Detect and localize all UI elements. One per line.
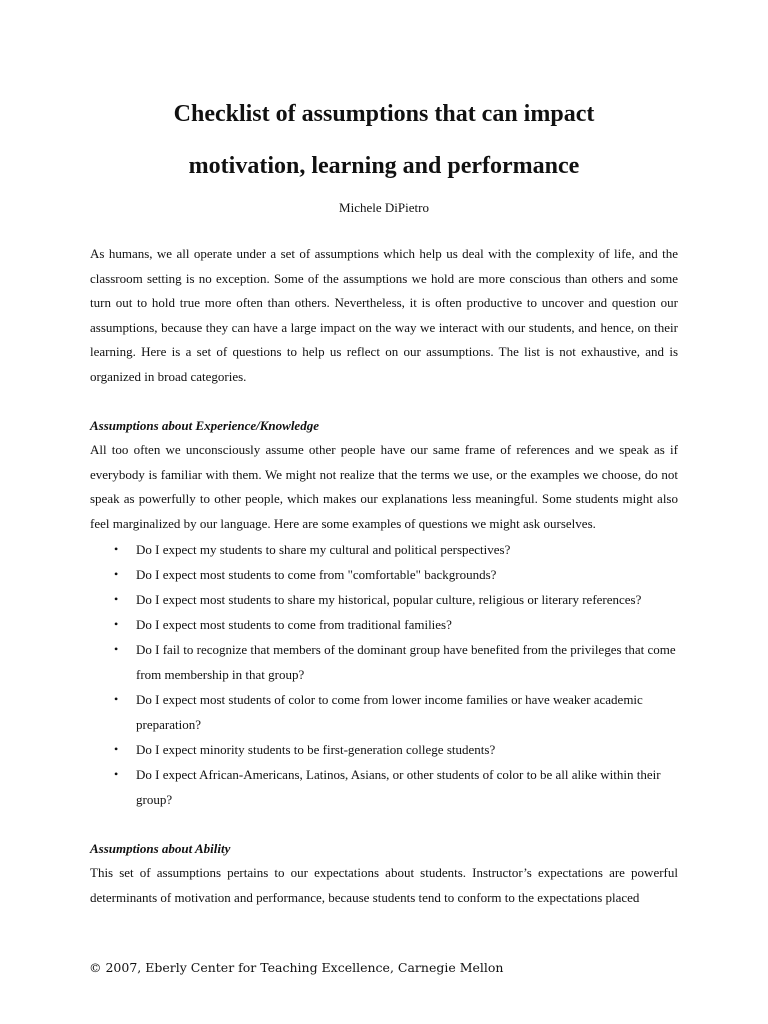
section-heading-experience: Assumptions about Experience/Knowledge: [90, 417, 319, 433]
section-heading-ability: Assumptions about Ability: [90, 840, 231, 856]
document-content: [90, 88, 678, 910]
bullet-icon: •: [114, 591, 119, 606]
title-line-2: motivation, learning and performance: [188, 153, 580, 179]
list-item-text: Do I expect most students to share my historical, popular culture, religious or literary references?: [136, 591, 642, 607]
bullet-icon: •: [114, 541, 119, 556]
list-item: [90, 762, 678, 812]
bullet-icon: •: [114, 766, 119, 781]
bullet-icon: •: [114, 616, 119, 631]
list-item-text: Do I expect most students of color to come from lower income families or have weaker academic preparation?: [136, 691, 643, 732]
list-item: [90, 562, 678, 587]
list-item: [90, 737, 678, 762]
assumption-question-list: [90, 537, 678, 812]
section-body-ability: This set of assumptions pertains to our expectations about students. Instructor’s expectations are powerful determinants of motivation and performance, because students tend to conform to the expectations placed: [90, 865, 678, 905]
list-item-text: Do I expect my students to share my cultural and political perspectives?: [136, 541, 511, 557]
list-item: [90, 612, 678, 637]
list-item: [90, 687, 678, 737]
list-item-text: Do I expect most students to come from traditional families?: [136, 616, 452, 632]
bullet-icon: •: [114, 741, 119, 756]
section-body-experience: All too often we unconsciously assume other people have our same frame of references and we speak as if everybody is familiar with them. We might not realize that the terms we use, or the examples we choose, do not speak as powerfully to other people, which makes our explanations less meaningful. Some students might also feel marginalized by our language. Here are some examples of questions we might ask ourselves.: [90, 442, 678, 531]
title-line-1: Checklist of assumptions that can impact: [173, 101, 595, 127]
list-item-text: Do I expect most students to come from "comfortable" backgrounds?: [136, 566, 497, 582]
bullet-icon: •: [114, 566, 119, 581]
list-item: [90, 537, 678, 562]
copyright-footer: © 2007, Eberly Center for Teaching Excellence, Carnegie Mellon: [89, 960, 504, 975]
bullet-icon: •: [114, 641, 119, 656]
intro-paragraph: As humans, we all operate under a set of assumptions which help us deal with the complexity of life, and the classroom setting is no exception. Some of the assumptions we hold are more conscious than others and some turn out to hold true more often than others. Nevertheless, it is often productive to uncover and question our assumptions, because they can have a large impact on the way we interact with our students, and hence, on their learning. Here is a set of questions to help us reflect on our assumptions. The list is not exhaustive, and is organized in broad categories.: [90, 246, 678, 384]
bullet-icon: •: [114, 691, 119, 706]
document-title: [90, 88, 678, 192]
list-item-text: Do I expect minority students to be first-generation college students?: [136, 741, 496, 757]
list-item: [90, 637, 678, 687]
list-item: [90, 587, 678, 612]
list-item-text: Do I fail to recognize that members of the dominant group have benefited from the privileges that come from membership in that group?: [136, 641, 676, 682]
author-name: Michele DiPietro: [339, 200, 429, 215]
list-item-text: Do I expect African-Americans, Latinos, Asians, or other students of color to be all alike within their group?: [136, 766, 661, 807]
